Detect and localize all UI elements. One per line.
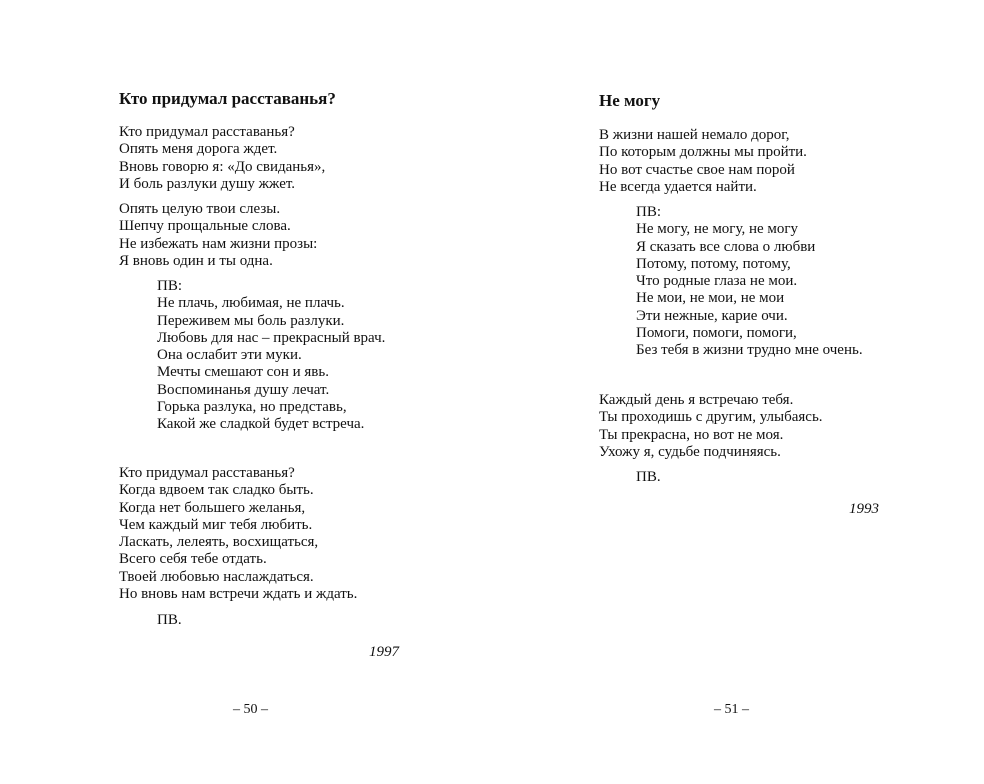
verse-line: ПВ: [636,204,662,220]
poem-title: Кто придумал расставанья? [119,89,336,108]
verse-line: Я сказать все слова о любви [636,238,816,255]
verse-line: Не могу, не могу, не могу [636,221,799,238]
poem-year: 1997 [369,644,399,660]
verse-line: Не плачь, любимая, не плачь. [157,295,345,312]
verse-line: Помоги, помоги, помоги, [636,325,797,342]
verse-line: Переживем мы боль разлуки. [157,312,345,329]
verse-line: Опять меня дорога ждет. [119,141,278,158]
page-number: – 50 – [233,702,268,717]
verse-line: В жизни нашей немало дорог, [599,127,790,143]
verse-line: Эти нежные, карие очи. [636,307,788,324]
verse-line: Ты прекрасна, но вот не моя. [599,426,784,443]
verse-line: Она ослабит эти муки. [157,347,302,364]
verse-line: Но вновь нам встречи ждать и ждать. [119,586,358,603]
verse-line: Когда нет большего желанья, [119,499,306,516]
verse-line: Что родные глаза не мои. [636,273,798,290]
verse-line: Кто придумал расставанья? [119,465,295,481]
verse-line: Всего себя тебе отдать. [119,551,267,568]
verse-line: Каждый день я встречаю тебя. [599,392,794,408]
verse-line: Потому, потому, потому, [636,255,791,272]
refrain-reference: ПВ. [636,469,661,485]
verse-line: Какой же сладкой будет встреча. [157,416,365,433]
right-page [492,0,984,784]
poem-year: 1993 [849,501,879,517]
verse-line: Твоей любовью наслаждаться. [119,568,314,585]
verse-line: Горька разлука, но представь, [157,399,347,416]
verse-line: Шепчу прощальные слова. [119,218,291,235]
verse-line: Вновь говорю я: «До свиданья», [119,158,326,175]
verse-line: Кто придумал расставанья? [119,124,295,140]
stanza [119,201,317,270]
verse-line: Мечты смешают сон и явь. [157,364,329,381]
verse-line: Но вот счастье свое нам порой [599,161,795,178]
stanza [599,127,807,196]
verse-line: Опять целую твои слезы. [119,201,281,217]
verse-line: Когда вдвоем так сладко быть. [119,482,314,499]
verse-line: Я вновь один и ты одна. [119,252,273,269]
verse-line: Воспоминанья душу лечат. [157,381,330,398]
verse-line: Не всегда удается найти. [599,178,757,195]
verse-line: Не избежать нам жизни прозы: [119,235,318,252]
verse-line: ПВ: [157,278,183,294]
verse-line: По которым должны мы пройти. [599,144,807,161]
refrain-reference: ПВ. [157,612,182,628]
refrain [636,204,863,360]
poem-title: Не могу [599,91,661,110]
verse-line: Ты проходишь с другим, улыбаясь. [599,409,823,426]
verse-line: Без тебя в жизни трудно мне очень. [636,342,863,359]
stanza [599,392,823,461]
verse-line: Не мои, не мои, не мои [636,290,785,307]
verse-line: И боль разлуки душу жжет. [119,175,296,192]
refrain [157,278,385,434]
verse-line: Ухожу я, судьбе подчиняясь. [599,443,781,460]
verse-line: Ласкать, лелеять, восхищаться, [119,534,319,551]
stanza [119,465,357,603]
verse-line: Любовь для нас – прекрасный врач. [157,329,386,346]
verse-line: Чем каждый миг тебя любить. [119,516,313,533]
page-number: – 51 – [714,702,749,717]
stanza [119,124,325,193]
